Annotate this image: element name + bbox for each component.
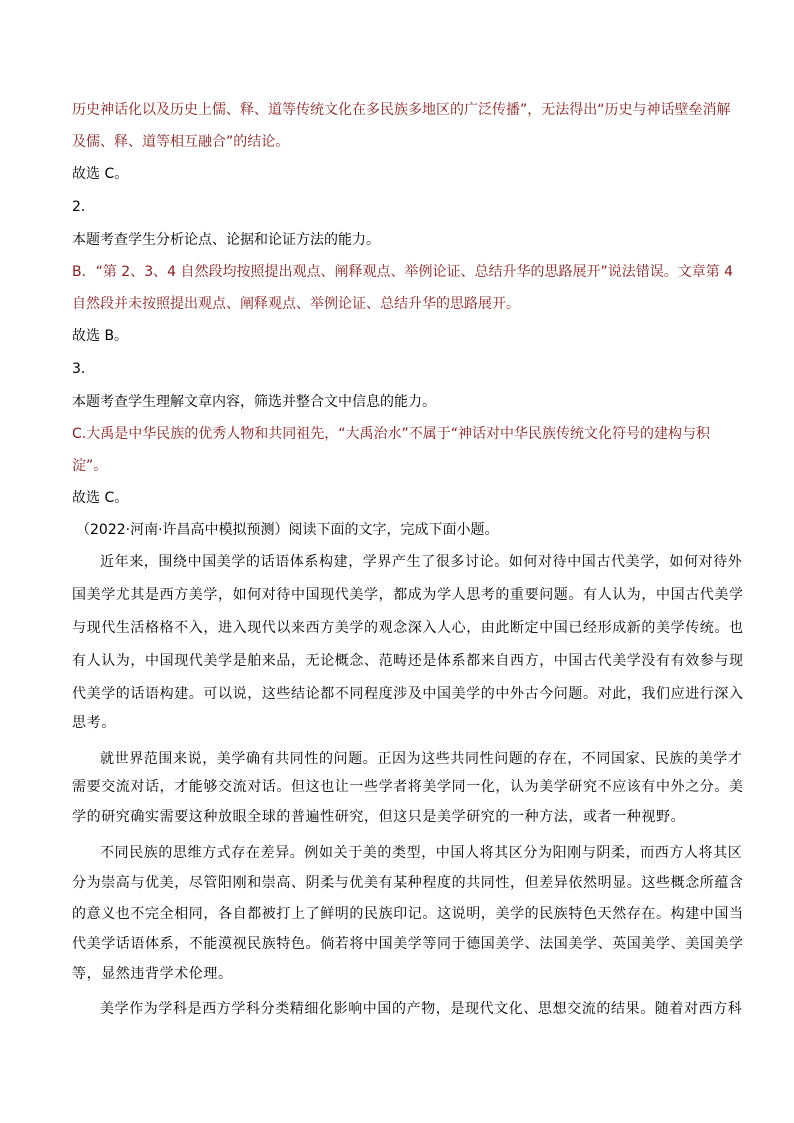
question-number: 3．	[72, 361, 95, 377]
passage-line: 与现代生活格格不入，进入现代以来西方美学的观念深入人心，由此断定中国已经形成新的美学传统。也	[72, 620, 744, 636]
source-instruction: （2022·河南·许昌高中模拟预测）阅读下面的文字，完成下面小题。	[76, 522, 499, 538]
passage-line: 思考。	[72, 715, 116, 731]
passage-line: 国美学尤其是西方美学，如何对待中国现代美学，都成为学人思考的重要问题。有人认为，中国古代美学	[72, 587, 744, 603]
passage-line: 的意义也不完全相同，各自都被打上了鲜明的民族印记。这说明，美学的民族特色天然存在。构建中国当	[72, 906, 744, 922]
question-description: 本题考查学生理解文章内容，筛选并整合文中信息的能力。	[72, 394, 436, 410]
answer-line: B．“第 2、3、4 自然段均按照提出观点、阐释观点、举例论证、总结升华的思路展开”说法错误。文章第 4	[72, 264, 734, 280]
passage-line: 等，显然违背学术伦理。	[72, 966, 233, 982]
passage-line: 不同民族的思维方式存在差异。例如关于美的类型，中国人将其区分为阳刚与阴柔，而西方人将其区	[100, 845, 743, 861]
passage-line: 有人认为，中国现代美学是舶来品，无论概念、范畴还是体系都来自西方，中国古代美学没有有效参与现	[72, 653, 744, 669]
answer-choice: 故选 C。	[72, 490, 129, 506]
passage-line: 代美学的话语构建。可以说，这些结论都不同程度涉及中国美学的中外古今问题。对此，我们应进行深入	[72, 686, 744, 702]
passage-line: 美学作为学科是西方学科分类精细化影响中国的产物，是现代文化、思想交流的结果。随着对西方科	[100, 1001, 743, 1017]
answer-line: 淀”。	[72, 458, 108, 474]
question-description: 本题考查学生分析论点、论据和论证方法的能力。	[72, 232, 380, 248]
answer-line: 自然段并未按照提出观点、阐释观点、举例论证、总结升华的思路展开。	[72, 296, 520, 312]
passage-line: 分为崇高与优美，尽管阳刚和崇高、阴柔与优美有某种程度的共同性，但差异依然明显。这些概念所蕴含	[72, 875, 744, 891]
answer-choice: 故选 B。	[72, 328, 129, 344]
answer-line: C.大禹是中华民族的优秀人物和共同祖先，“大禹治水”不属于“神话对中华民族传统文化符号的建构与积	[72, 426, 710, 442]
passage-line: 代美学话语体系，不能漠视民族特色。倘若将中国美学等同于德国美学、法国美学、英国美学、美国美学	[72, 936, 744, 952]
passage-line: 近年来，围绕中国美学的话语体系构建，学界产生了很多讨论。如何对待中国古代美学，如何对待外	[100, 554, 743, 570]
passage-line: 需要交流对话，才能够交流对话。但这也让一些学者将美学同一化，认为美学研究不应该有中外之分。美	[72, 779, 744, 795]
passage-line: 就世界范围来说，美学确有共同性的问题。正因为这些共同性问题的存在，不同国家、民族的美学才	[100, 751, 743, 767]
answer-choice: 故选 C。	[72, 166, 129, 182]
passage-line: 学的研究确实需要这种放眼全球的普遍性研究，但这只是美学研究的一种方法，或者一种视野。	[72, 809, 686, 825]
answer-line: 及儒、释、道等相互融合”的结论。	[72, 134, 290, 150]
answer-line: 历史神话化以及历史上儒、释、道等传统文化在多民族多地区的广泛传播”，无法得出“历史与神话壁垒消解	[72, 102, 731, 118]
question-number: 2．	[72, 199, 95, 215]
